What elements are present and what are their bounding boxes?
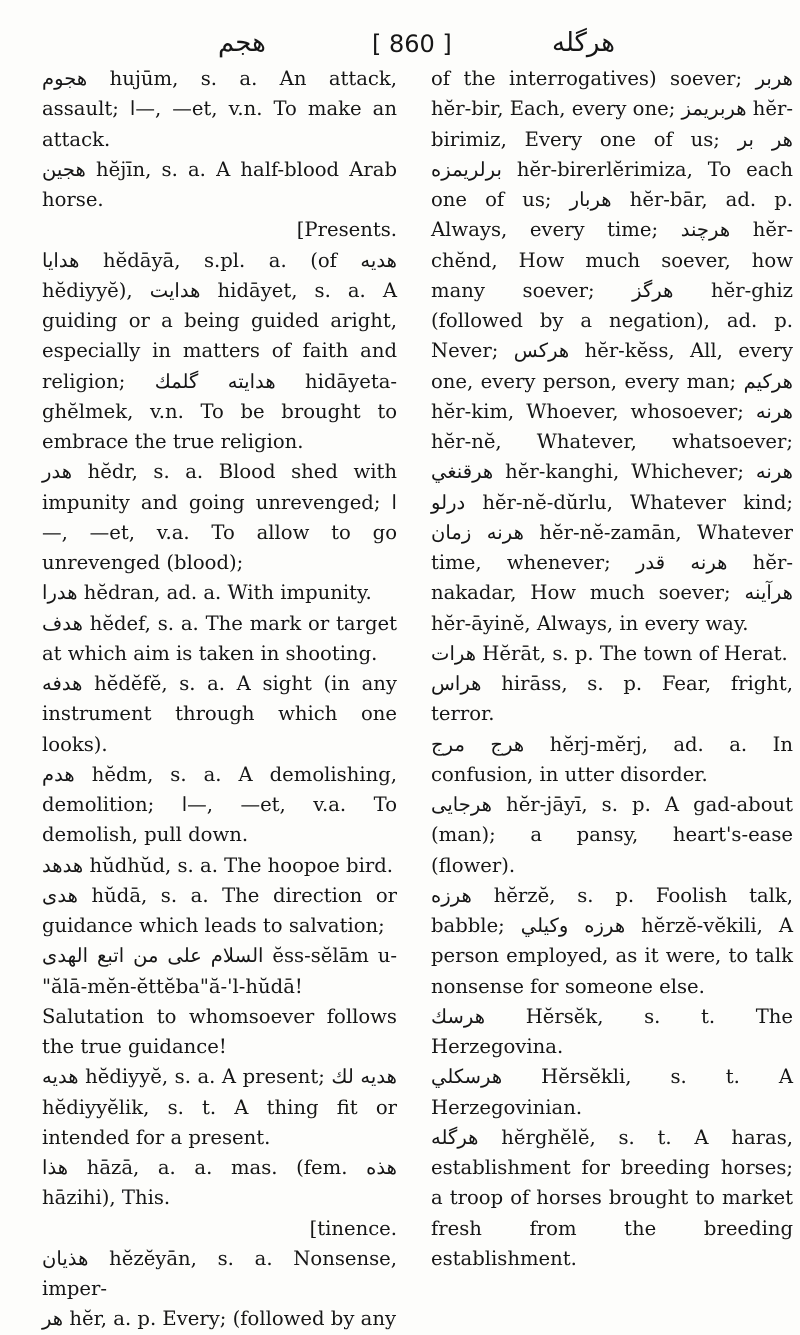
dictionary-entry: السلام على من اتبع الهدى ĕss-sĕlām u-"ălā-mĕn-ĕttĕba"ă-'l-hŭdā! Salutation to whomsoever follows the true guidance! — [42, 944, 397, 1058]
dictionary-entry: هذا hāzā, a. a. mas. (fem. هذه hāzihi), This. — [42, 1156, 397, 1210]
bracket-continuation: [Presents. — [296, 218, 397, 242]
dictionary-entry: هرگله hĕrghĕlĕ, s. t. A haras, establishment for breeding horses; a troop of horses brought to market fresh from the breeding establishment. — [431, 1125, 793, 1270]
dictionary-entry: هديه hĕdiyyĕ, s. a. A present; هديه لك hĕdiyyĕlik, s. t. A thing fit or intended for a present. — [42, 1065, 397, 1149]
dictionary-entry: هرزه hĕrzĕ, s. p. Foolish talk, babble; هرزه وكيلي hĕrzĕ-vĕkili, A person employed, as it were, to talk nonsense for someone else. — [431, 883, 793, 998]
dictionary-entry: هدى hŭdā, s. a. The direction or guidance which leads to salvation; — [42, 883, 397, 937]
dictionary-entry: هدف hĕdef, s. a. The mark or target at which aim is taken in shooting. — [42, 611, 397, 665]
dictionary-entry: هرسكلي Hĕrsĕkli, s. t. A Herzegovinian. — [431, 1065, 793, 1119]
bracket-continuation: [tinence. — [309, 1216, 397, 1240]
dictionary-entry: هجين hĕjīn, s. a. A half-blood Arab horse. — [42, 157, 397, 211]
dictionary-entry: هرسك Hĕrsĕk, s. t. The Herzegovina. — [431, 1004, 793, 1058]
dictionary-entry: هدايا hĕdāyā, s.pl. a. (of هديه hĕdiyyĕ), هدايت hidāyet, s. a. A guiding or a being guided aright, especially in matters of faith and religion; هدايته گلمك hidāyeta-ghĕlmek, v.n. To be brought to embrace the true religion. — [42, 248, 398, 453]
dictionary-entry: هدر hĕdr, s. a. Blood shed with impunity and going unrevenged; ا—, —et, v.a. To allow to go unrevenged (blood); — [42, 460, 397, 574]
dictionary-entry: هرجايى hĕr-jāyī, s. p. A gad-about (man); a pansy, heart's-ease (flower). — [431, 793, 793, 877]
dictionary-entry: هدفه hĕdĕfĕ, s. a. A sight (in any instrument through which one looks). — [42, 672, 397, 756]
dictionary-entry: هجوم hujūm, s. a. An attack, assault; ا—, —et, v.n. To make an attack. — [42, 67, 397, 151]
right-column — [431, 64, 793, 1274]
dictionary-entry: هذيان hĕzĕyān, s. a. Nonsense, imper- — [42, 1246, 397, 1300]
header-right-word: هرگله — [552, 28, 615, 58]
dictionary-entry: هر hĕr, a. p. Every; (followed by any — [42, 1307, 397, 1331]
header-left-word: هجم — [218, 28, 266, 58]
page-number: [ 860 ] — [372, 30, 452, 58]
dictionary-entry: هدهد hŭdhŭd, s. a. The hoopoe bird. — [42, 853, 393, 877]
page-header — [0, 22, 800, 62]
dictionary-entry: of the interrogatives) soever; هربر hĕr-bir, Each, every one; هربريمز hĕr-birimiz, Every one of us; هر بر برلريمزه hĕr-birerlĕrimiza, To each one of us; هربار hĕr-bār, ad. p. Always, every time; هرچند hĕr-chĕnd, How much soever, how many soever; هرگز hĕr-ghiz (followed by a negation), ad. p. Never; هركس hĕr-kĕss, All, every one, every person, every man; هركيم hĕr-kim, Whoever, whosoever; هرنه hĕr-nĕ, Whatever, whatsoever; هرقنغي hĕr-kanghi, Whichever; هرنه درلو hĕr-nĕ-dŭrlu, Whatever kind; هرنه زمان hĕr-nĕ-zamān, Whatever time, whenever; هرنه قدر hĕr-nakadar, How much soever; هرآينه hĕr-āyinĕ, Always, in every way. — [431, 67, 793, 635]
left-column — [42, 64, 397, 1335]
dictionary-entry: هدم hĕdm, s. a. A demolishing, demolition; ا—, —et, v.a. To demolish, pull down. — [42, 762, 397, 847]
dictionary-entry: هراس hirāss, s. p. Fear, fright, terror. — [431, 672, 793, 726]
dictionary-entry: هرات Hĕrāt, s. p. The town of Herat. — [431, 641, 788, 665]
dictionary-entry: هرج مرج hĕrj-mĕrj, ad. a. In confusion, in utter disorder. — [431, 732, 793, 786]
dictionary-entry: هدرا hĕdran, ad. a. With impunity. — [42, 581, 372, 605]
